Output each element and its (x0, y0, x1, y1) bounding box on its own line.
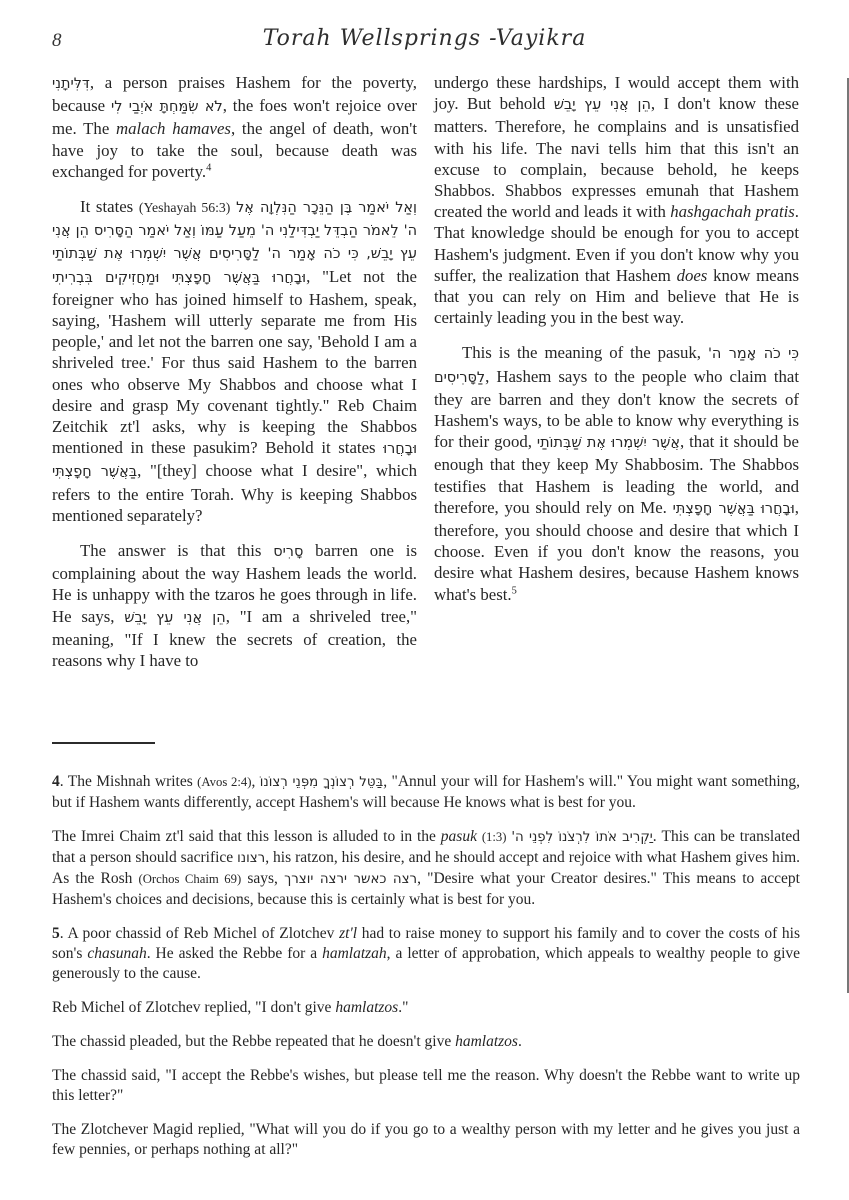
footnotes-section (52, 772, 800, 1174)
footnote-separator-rule (52, 742, 155, 744)
hebrew-text-run: בַּטֵּל רְצוֹנְךָ מִפְּנֵי רְצוֹנוֹ (259, 775, 384, 790)
text-run: malach hamaves (116, 119, 231, 139)
text-run: undergo these hardships, I would accept them with joy. But behold (434, 73, 799, 114)
text-run: , his ratzon, his desire, and he should accept and rejoice with what Hashem gives him. As the Rosh (52, 849, 800, 887)
paragraph (52, 1032, 800, 1052)
text-run: , Hashem says to the people who claim that they are barren and they don't know the secrets of Hashem's ways, to be able to know why everything is for their good, (434, 366, 799, 452)
text-run: 5 (52, 925, 60, 942)
text-run: chasunah (87, 945, 147, 962)
hebrew-text-run: רצונו (237, 851, 266, 866)
paragraph (52, 72, 417, 182)
text-run: The chassid said, "I accept the Rebbe's wishes, but please tell me the reason. Why doesn't the Rebbe want to write up this letter?" (52, 1067, 800, 1104)
text-run: The chassid pleaded, but the Rebbe repeated that he doesn't give (52, 1033, 456, 1050)
paragraph (52, 924, 800, 984)
hebrew-text-run: לֹא שִׂמַּחְתָּ אֹיְבַי לִי (111, 99, 223, 116)
text-run: , a person praises Hashem for the poverty, because (52, 73, 417, 116)
text-run: (Avos 2:4) (197, 775, 252, 789)
text-run: (Yeshayah 56:3) (138, 200, 231, 216)
text-run: , the angel of death, won't have joy to take the soul, because death was exchanged for poverty. (52, 119, 417, 181)
text-run: pasuk (440, 828, 477, 845)
hebrew-text-run: יַקְרִיב אֹתוֹ לִרְצֹנוֹ לִפְנֵי ה' (511, 830, 653, 845)
text-run: hamlatzos (335, 999, 399, 1016)
paragraph (52, 827, 800, 910)
text-run: This is the meaning of the pasuk, (462, 343, 708, 363)
text-run: . That knowledge should be enough for you to accept Hashem's judgment. Even if you don't know why you suffer, the realization that Hashem (434, 202, 799, 285)
text-run: . The Mishnah writes (59, 773, 198, 790)
text-run: , "Annul your will for Hashem's will." You might want something, but if Hashem wants differently, accept Hashem's will because He knows what is best for you. (52, 773, 801, 811)
text-run: , "[they] choose what I desire", which refers to the entire Torah. Why is keeping Shabbos mentioned separately? (52, 461, 417, 525)
text-run: zt'l (339, 925, 358, 942)
hebrew-text-run: סָרִיס (273, 544, 304, 561)
page-number: 8 (52, 30, 62, 51)
page-title: Torah Wellsprings -Vayikra (262, 26, 587, 51)
left-column (52, 72, 417, 685)
paragraph (434, 342, 799, 604)
text-run: (Orchos Chaim 69) (138, 872, 242, 886)
hebrew-text-run: וְאַל יֹאמַר בֶּן הַנֵּכָר הַנִּלְוָה אֶל ה' לֵאמֹר הַבְדֵּל יַבְדִּילַנִי ה' מֵעַל עַמּוֹ וְאַל יֹאמַר הַסָּרִיס הֵן אֲנִי עֵץ יָבֵשׁ, כִּי כֹה אָמַר ה' לַסָּרִיסִים אֲשֶׁר יִשְׁמְרוּ אֶת שַׁבְּתוֹתַי וּבָחֲרוּ בַּאֲשֶׁר חָפָצְתִּי וּמַחֲזִיקִים בִּבְרִיתִי (52, 200, 417, 286)
text-run: 4 (206, 162, 212, 174)
text-run: ." (398, 999, 409, 1016)
text-run: , (251, 773, 260, 790)
text-run: , "I am a shriveled tree," meaning, "If I knew the secrets of creation, the reasons why I have to (52, 606, 417, 671)
text-run: Reb Michel of Zlotchev replied, "I don't give (52, 999, 336, 1016)
hebrew-text-run: וּבָחֲרוּ בַּאֲשֶׁר חָפָצְתִּי (672, 500, 795, 517)
text-run: hamlatzos (455, 1033, 518, 1050)
text-run: The Zlotchever Magid replied, "What will you do if you go to a wealthy person with my letter and he gives you just a few pennies, or perhaps nothing at all?" (52, 1121, 800, 1158)
text-run: , I don't know these matters. Therefore, he complains and is unsatisfied with his life. The navi tells him that this isn't an excuse to complain, because behold, he keeps Shabbos. Shabbos expresses emunah that Hashem created the world and leads it with (434, 94, 799, 222)
page-header (0, 26, 849, 62)
text-run: , that it should be enough that they keep My Shabbosim. The Shabbos testifies that Hashem is leading the world, and therefore, you should rely on Me. (434, 432, 799, 517)
hebrew-text-run: אֲשֶׁר יִשְׁמְרוּ אֶת שַׁבְּתוֹתַי (536, 435, 681, 452)
two-column-body (52, 72, 800, 685)
hebrew-text-run: רצה כאשר ירצה יוצרך (284, 872, 418, 887)
right-column (434, 72, 799, 685)
text-run: know means that you can rely on Him and believe that He is certainly leading you in the best way. (434, 265, 799, 328)
text-run: , the foes won't rejoice over me. The (52, 96, 417, 139)
text-run: 5 (511, 585, 517, 597)
hebrew-text-run: כִּי כֹה אָמַר ה' לַסָּרִיסִים (434, 346, 799, 386)
text-run: The Imrei Chaim zt'l said that this lesson is alluded to in the (52, 828, 441, 845)
hebrew-text-run: דִּלִּיתָנִי (52, 76, 90, 92)
text-run: barren one is complaining about the way Hashem leads the world. He is unhappy with the tzaros he goes through in life. He says, (52, 541, 417, 626)
text-run: It states (80, 197, 139, 217)
text-run: , therefore, you should choose and desire that which I choose. Even if you don't know the reasons, you desire what Hashem desires, because Hashem knows what's best. (434, 497, 799, 604)
paragraph (52, 772, 800, 813)
paragraph (52, 1066, 800, 1106)
paragraph (52, 998, 800, 1018)
text-run: . He asked the Rebbe for a (146, 945, 323, 962)
paragraph (52, 1120, 800, 1160)
text-run: hamlatzah (322, 945, 387, 962)
text-run: had to raise money to support his family and to cover the costs of his son's (52, 925, 801, 962)
hebrew-text-run: הֵן אֲנִי עֵץ יָבֵשׁ (553, 97, 651, 114)
text-run: , a letter of approbation, which appeals to wealthy people to give generously to the cause. (52, 945, 801, 982)
hebrew-text-run: הֵן אֲנִי עֵץ יָבֵשׁ (124, 609, 226, 626)
text-run: . This can be translated that a person should sacrifice (52, 828, 801, 866)
text-run: does (676, 265, 708, 285)
text-run: , "Desire what your Creator desires." This means to accept Hashem's choices and decisions, because this is certainly what is best for you. (52, 870, 800, 908)
hebrew-text-run: וּבָחֲרוּ בַּאֲשֶׁר חָפָצְתִּי (52, 441, 417, 481)
paragraph (434, 72, 799, 328)
text-run: (1:3) (481, 830, 507, 844)
text-run: hashgachah pratis (670, 202, 795, 222)
text-run: The answer is that this (80, 541, 274, 561)
paragraph (52, 540, 417, 671)
text-run: , "Let not the foreigner who has joined himself to Hashem, speak, saying, 'Hashem will utterly separate me from His people,' and let not the barren one say, 'Behold I am a shriveled tree.' For thus said Hashem to the barren ones who observe My Shabbos and choose what I desire and grasp My covenant tightly." Reb Chaim Zeitchik zt'l asks, why is keeping the Shabbos mentioned in these pasukim? Behold it states (52, 266, 417, 458)
paragraph (52, 196, 417, 526)
text-run: 4 (52, 773, 60, 790)
text-run: . A poor chassid of Reb Michel of Zlotchev (59, 925, 340, 942)
text-run: says, (241, 870, 285, 887)
text-run: . (517, 1033, 522, 1050)
